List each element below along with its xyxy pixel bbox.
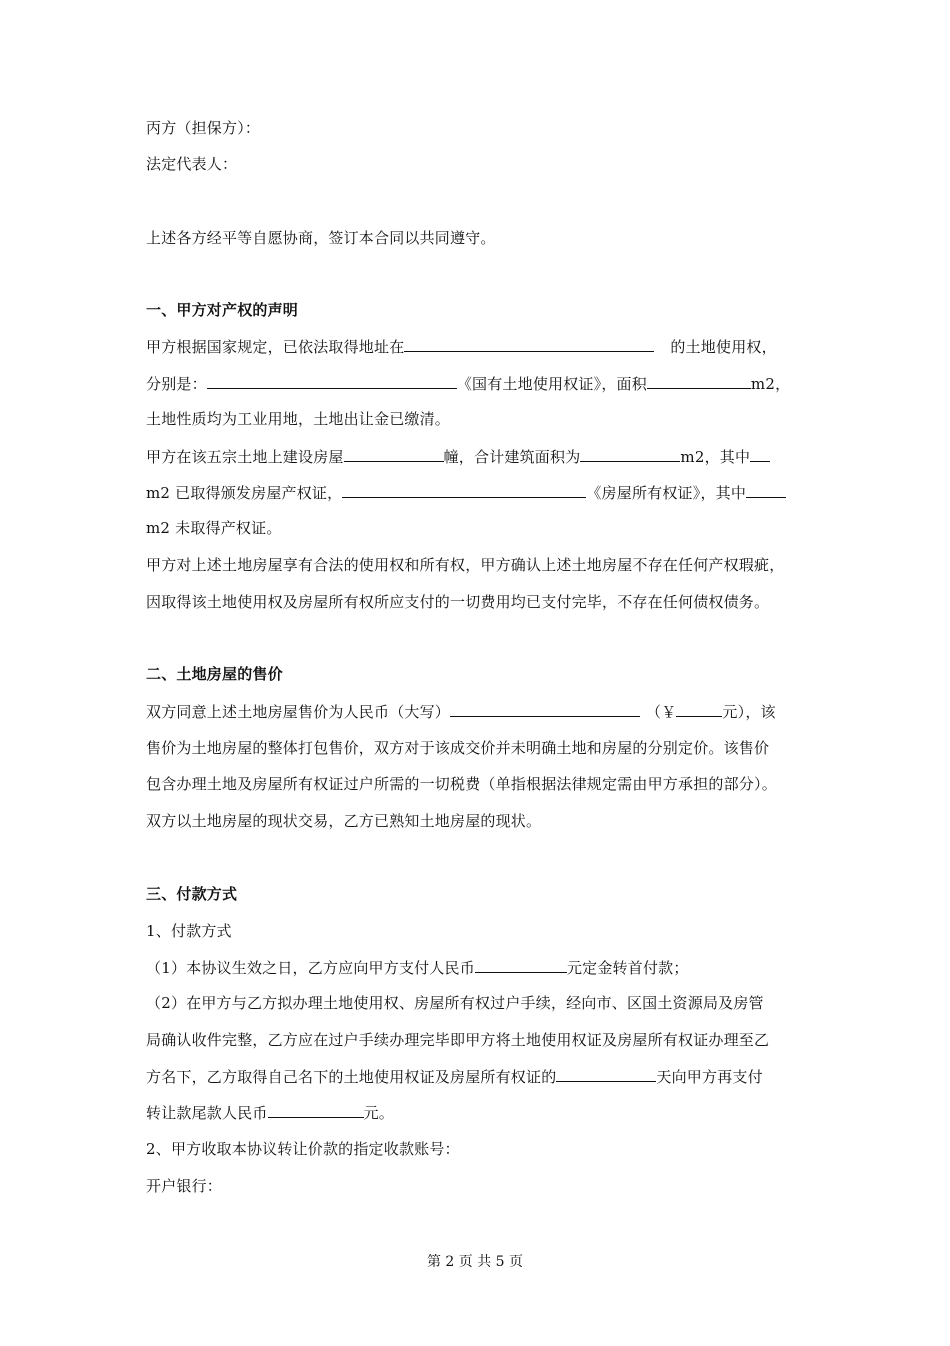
text: 甲方根据国家规定，已依法取得地址在 <box>146 338 405 356</box>
text: 分别是： <box>146 375 207 393</box>
text: 方名下，乙方取得自己名下的土地使用权证及房屋所有权证的 <box>146 1068 557 1086</box>
section3-p2-line2: 局确认收件完整，乙方应在过户手续办理完毕即甲方将土地使用权证及房屋所有权证办理至乙 <box>146 1031 770 1049</box>
section1-line4 <box>146 445 770 468</box>
section3-p2-line3 <box>146 1065 763 1088</box>
section1-line6: m2 未取得产权证。 <box>146 519 282 537</box>
blank-building-count <box>344 445 444 462</box>
section2-line4: 双方以土地房屋的现状交易，乙方已熟知土地房屋的现状。 <box>146 812 542 830</box>
legal-rep-line: 法定代表人： <box>146 155 238 173</box>
section3-sub1: 1、付款方式 <box>146 922 232 940</box>
blank-address <box>404 335 654 352</box>
blank-certified-area <box>750 445 770 462</box>
blank-cert-no <box>207 372 457 389</box>
text: （￥ <box>646 703 677 721</box>
page-footer: 第 2 页 共 5 页 <box>426 1254 524 1270</box>
text: 元定金转首付款； <box>566 959 689 977</box>
text: 转让款尾款人民币 <box>146 1104 268 1122</box>
section1-heading: 一、甲方对产权的声明 <box>146 301 299 319</box>
text: （1）本协议生效之日，乙方应向甲方支付人民币 <box>146 959 475 977</box>
section3-heading: 三、付款方式 <box>146 885 238 903</box>
section1-line1 <box>146 335 777 358</box>
blank-days <box>556 1065 656 1082</box>
blank-final-payment <box>268 1101 364 1118</box>
text: 《房屋所有权证》，其中 <box>586 484 747 502</box>
section3-sub2: 2、甲方收取本协议转让价款的指定收款账号： <box>146 1140 460 1158</box>
section1-line2 <box>146 372 790 395</box>
text: 双方同意上述土地房屋售价为人民币（大写） <box>146 703 451 721</box>
text: m2， <box>750 375 791 393</box>
text: 《国有土地使用权证》，面积 <box>456 375 647 393</box>
text: m2 已取得颁发房屋产权证， <box>146 484 343 502</box>
section3-p1 <box>146 956 689 979</box>
bank-line: 开户银行： <box>146 1177 223 1195</box>
blank-deposit <box>475 956 567 973</box>
section1-line7: 甲方对上述土地房屋享有合法的使用权和所有权，甲方确认上述土地房屋不存在任何产权瑕疵， <box>146 556 785 574</box>
section2-heading: 二、土地房屋的售价 <box>146 665 283 683</box>
text: 天向甲方再支付 <box>656 1068 763 1086</box>
section2-line2: 售价为土地房屋的整体打包售价，双方对于该成交价并未明确土地和房屋的分别定价。该售价 <box>146 739 770 757</box>
blank-uncertified-area <box>746 481 786 498</box>
section3-p2-line1: （2）在甲方与乙方拟办理土地使用权、房屋所有权过户手续，经向市、区国土资源局及房管 <box>146 994 764 1012</box>
section1-line5 <box>146 481 786 504</box>
section3-p2-line4 <box>146 1101 394 1124</box>
blank-house-cert <box>342 481 586 498</box>
text: 甲方在该五宗土地上建设房屋 <box>146 448 344 466</box>
blank-building-area <box>580 445 680 462</box>
text: 元。 <box>363 1104 395 1122</box>
party-c-line: 丙方（担保方）： <box>146 119 261 137</box>
blank-area <box>647 372 751 389</box>
text: 的土地使用权， <box>670 338 777 356</box>
section2-line3: 包含办理土地及房屋所有权证过户所需的一切税费（单指根据法律规定需由甲方承担的部分）。 <box>146 775 777 793</box>
section2-line1 <box>146 700 776 723</box>
text: 幢，合计建筑面积为 <box>443 448 581 466</box>
section1-line8: 因取得该土地使用权及房屋所有权所应支付的一切费用均已支付完毕，不存在任何债权债务。 <box>146 593 770 611</box>
section1-line3: 土地性质均为工业用地，土地出让金已缴清。 <box>146 410 451 428</box>
text: m2，其中 <box>680 448 751 466</box>
blank-price-number <box>676 700 722 717</box>
text: 元），该 <box>722 703 776 721</box>
blank-price-words <box>450 700 640 717</box>
intro-paragraph: 上述各方经平等自愿协商，签订本合同以共同遵守。 <box>146 229 496 247</box>
